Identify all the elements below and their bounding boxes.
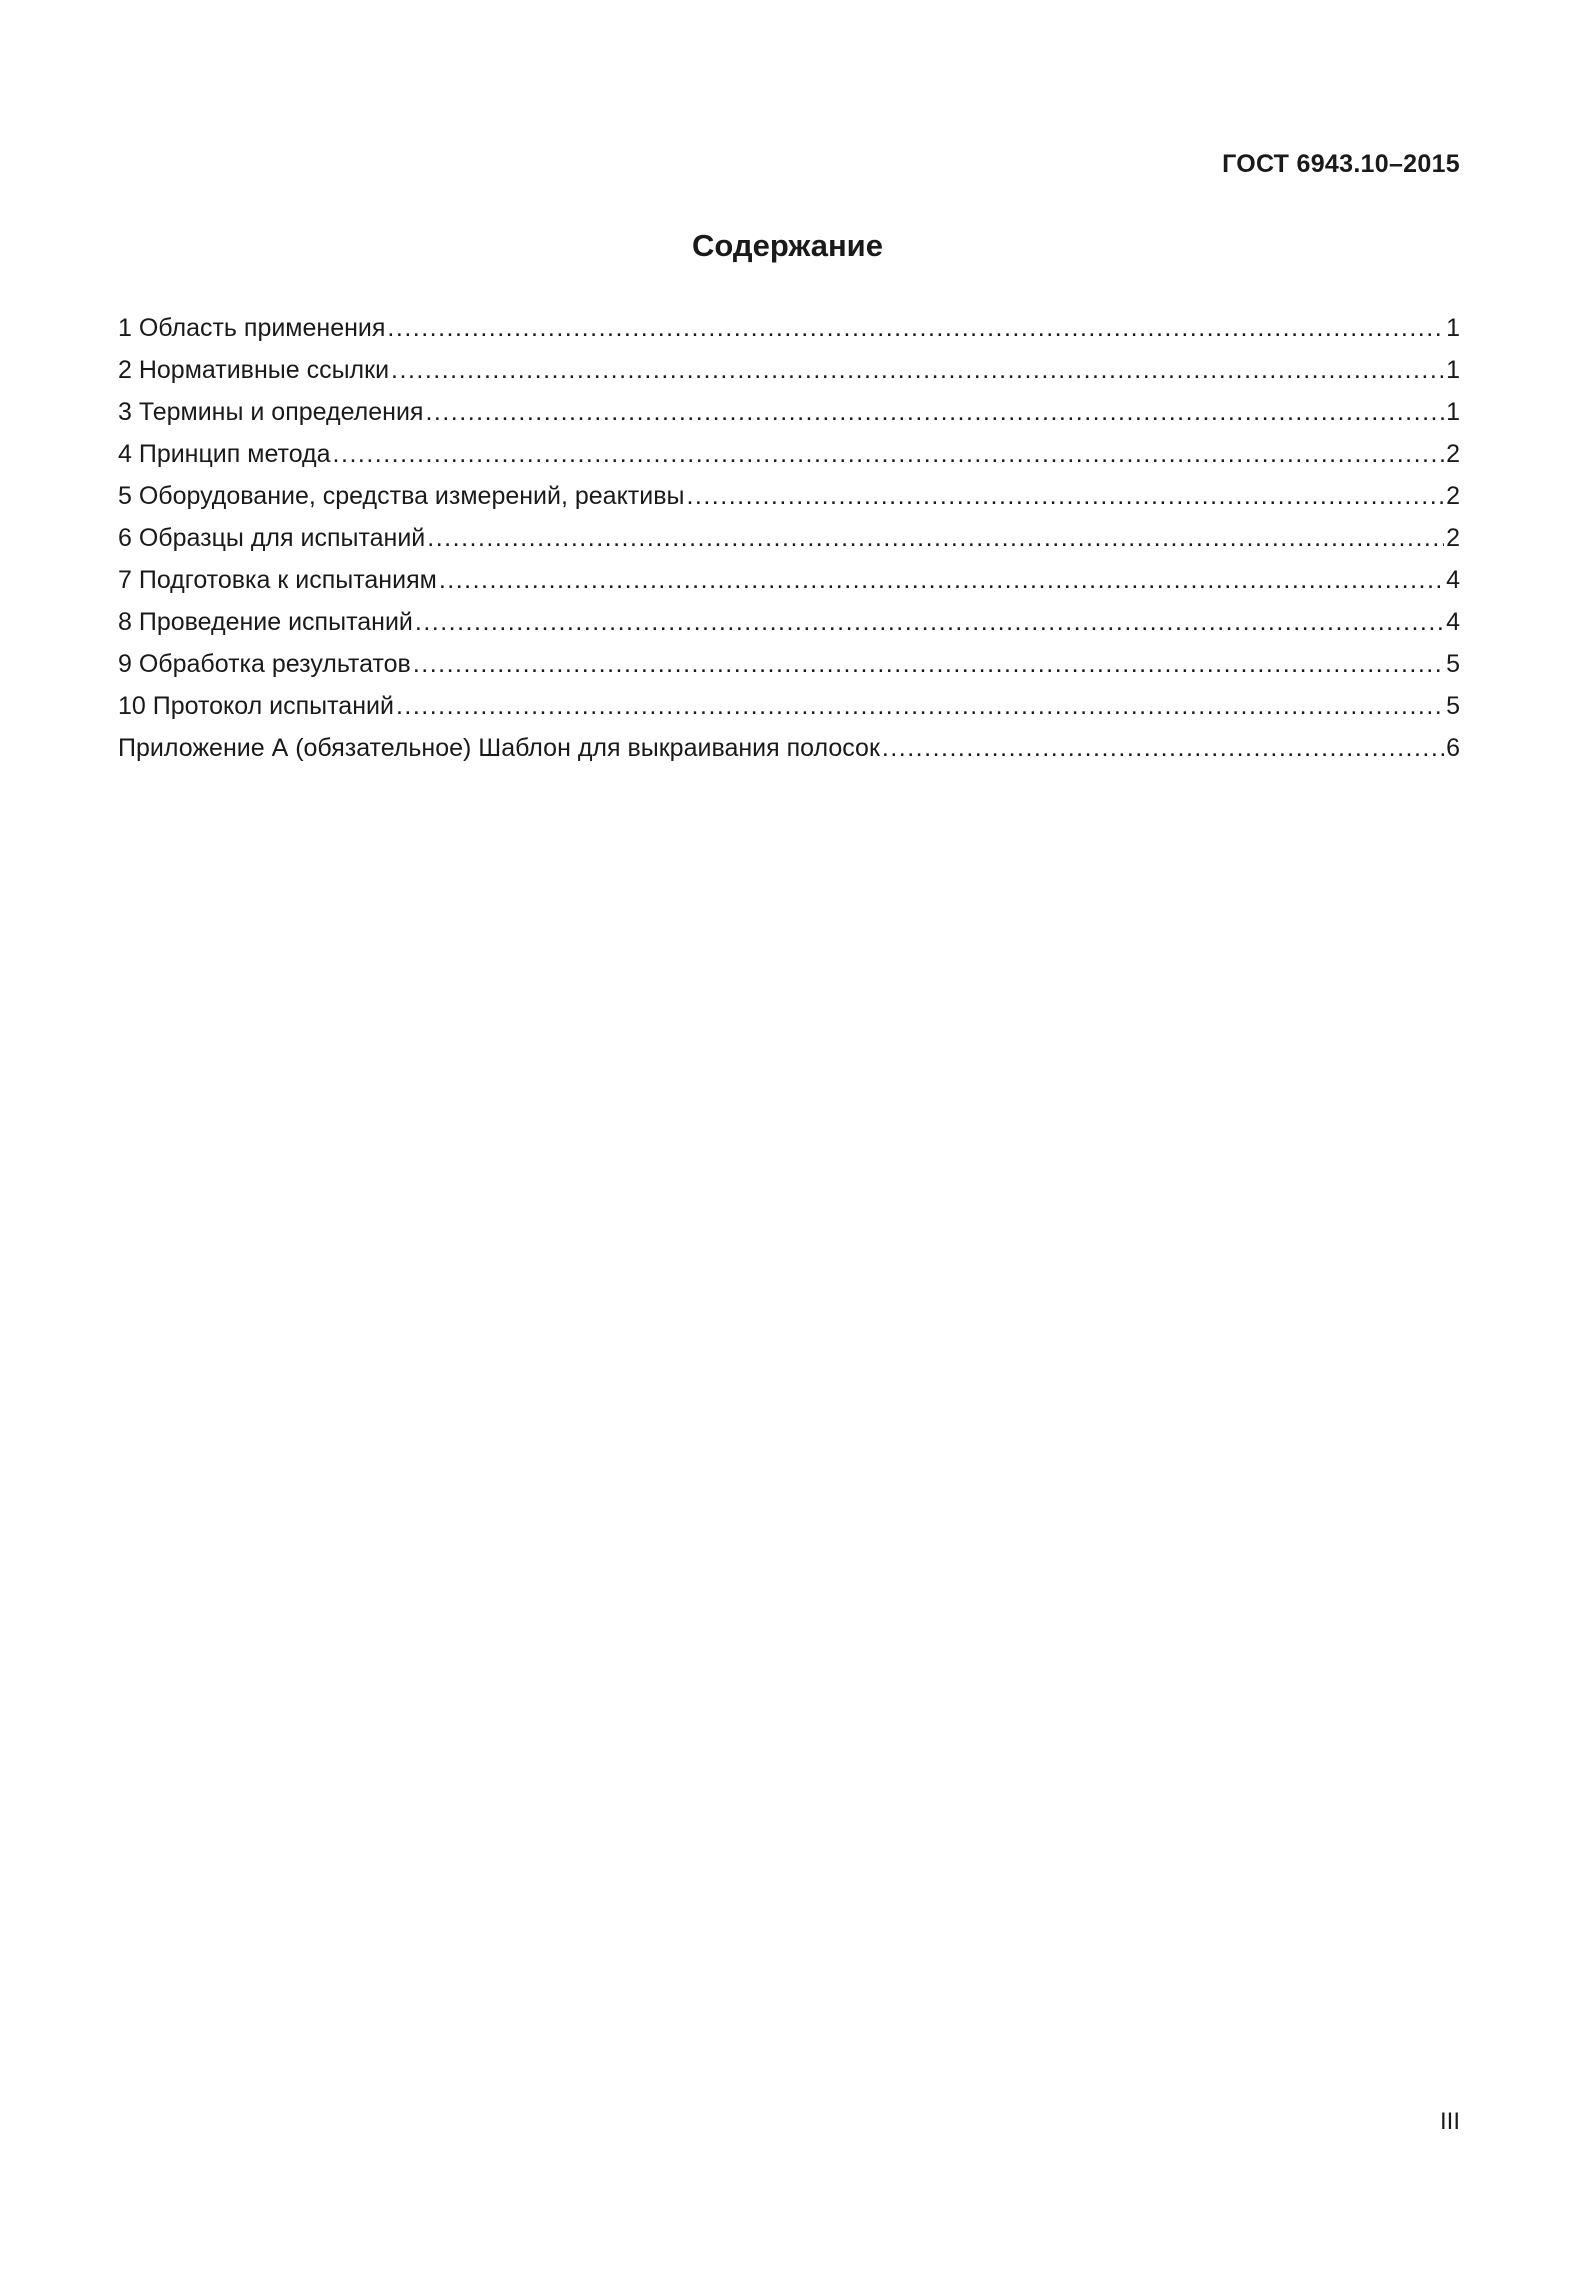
toc-leader-dots <box>425 391 1444 433</box>
toc-entry-page: 4 <box>1446 566 1460 594</box>
toc-entry[interactable] <box>118 517 1460 559</box>
toc-entry-title: 8 Проведение испытаний <box>118 608 413 636</box>
toc-entry-title: 9 Обработка результатов <box>118 650 411 678</box>
toc-leader-dots <box>415 601 1444 643</box>
toc-entry-title: 1 Область применения <box>118 314 386 342</box>
toc-leader-dots <box>882 727 1444 769</box>
toc-leader-dots <box>387 307 1444 349</box>
toc-entry-title: 7 Подготовка к испытаниям <box>118 566 437 594</box>
toc-entry-title: 2 Нормативные ссылки <box>118 356 390 384</box>
toc-entry-page: 2 <box>1446 440 1460 468</box>
toc-leader-dots <box>427 517 1444 559</box>
toc-leader-dots <box>686 475 1444 517</box>
toc-entry[interactable] <box>118 349 1460 391</box>
toc-leader-dots <box>391 349 1444 391</box>
toc-entry[interactable] <box>118 391 1460 433</box>
toc-entry-page: 1 <box>1446 314 1460 342</box>
toc-entry-page: 1 <box>1446 356 1460 384</box>
toc-leader-dots <box>439 559 1444 601</box>
toc-entry-page: 5 <box>1446 692 1460 720</box>
toc-leader-dots <box>333 433 1445 475</box>
toc-entry-title: 6 Образцы для испытаний <box>118 524 426 552</box>
document-code: ГОСТ 6943.10–2015 <box>1222 150 1460 178</box>
toc-entry[interactable] <box>118 727 1460 769</box>
toc-entry[interactable] <box>118 475 1460 517</box>
toc-title: Содержание <box>692 228 883 263</box>
toc-entry-page: 2 <box>1446 524 1460 552</box>
toc-entry-page: 4 <box>1446 608 1460 636</box>
toc-entry-title: 3 Термины и определения <box>118 398 424 426</box>
table-of-contents <box>118 307 1460 769</box>
toc-entry-page: 1 <box>1446 398 1460 426</box>
toc-entry-page: 2 <box>1446 482 1460 510</box>
toc-entry[interactable] <box>118 559 1460 601</box>
page-number: III <box>1439 2108 1460 2135</box>
toc-entry[interactable] <box>118 685 1460 727</box>
toc-entry-title: Приложение А (обязательное) Шаблон для выкраивания полосок <box>118 734 880 762</box>
toc-entry-title: 4 Принцип метода <box>118 440 331 468</box>
toc-entry-page: 6 <box>1446 734 1460 762</box>
toc-leader-dots <box>396 685 1444 727</box>
toc-leader-dots <box>413 643 1444 685</box>
toc-entry-title: 5 Оборудование, средства измерений, реактивы <box>118 482 685 510</box>
toc-entry[interactable] <box>118 643 1460 685</box>
toc-entry-page: 5 <box>1446 650 1460 678</box>
toc-entry[interactable] <box>118 601 1460 643</box>
toc-entry[interactable] <box>118 433 1460 475</box>
toc-entry-title: 10 Протокол испытаний <box>118 692 394 720</box>
toc-entry[interactable] <box>118 307 1460 349</box>
